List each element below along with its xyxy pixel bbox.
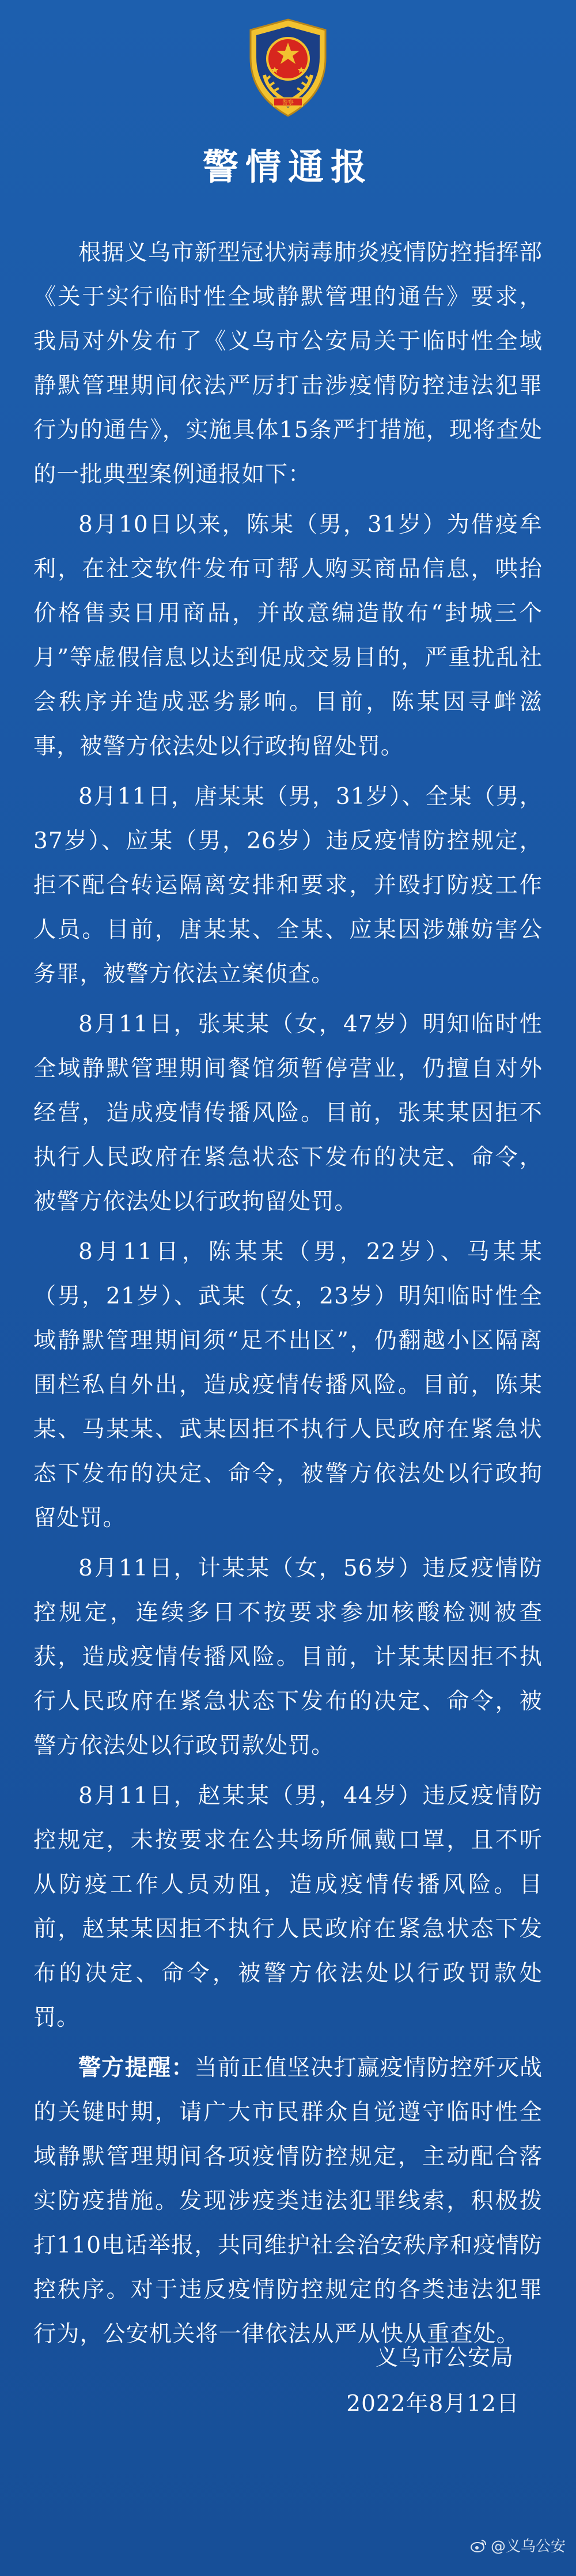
signature-date: 2022年8月12日 [346, 2391, 520, 2417]
paragraph-case-5: 8月11日，计某某（女，56岁）违反疫情防控规定，连续多日不按要求参加核酸检测被查获，造成疫情传播风险。目前，计某某因拒不执行人民政府在紧急状态下发布的决定、命令，被警方依法处以行政罚款处罚。 [33, 1555, 543, 1759]
paragraph-alert [33, 2046, 543, 2356]
paragraph-case-1: 8月10日以来，陈某（男，31岁）为借疫牟利，在社交软件发布可帮人购买商品信息，哄抬价格售卖日用商品，并故意编造散布“封城三个月”等虚假信息以达到促成交易目的，严重扰乱社会秩序并造成恶劣影响。目前，陈某因寻衅滋事，被警方依法处以行政拘留处罚。 [33, 512, 543, 760]
paragraph-case-2: 8月11日，唐某某（男，31岁）、全某（男，37岁）、应某（男，26岁）违反疫情防控规定，拒不配合转运隔离安排和要求，并殴打防疫工作人员。目前，唐某某、全某、应某因涉嫌妨害公务罪，被警方依法立案侦查。 [33, 784, 543, 987]
paragraph-intro: 根据义乌市新型冠状病毒肺炎疫情防控指挥部《关于实行临时性全域静默管理的通告》要求，我局对外发布了《义乌市公安局关于临时性全域静默管理期间依法严厉打击涉疫情防控违法犯罪行为的通告》，实施具体15条严打措施，现将查处的一批典型案例通报如下： [33, 240, 543, 488]
emblem-ribbon-text: 警察 [282, 100, 294, 106]
alert-label: 警方提醒： [78, 2054, 195, 2081]
paragraph-case-6: 8月11日，赵某某（男，44岁）违反疫情防控规定，未按要求在公共场所佩戴口罩，且不听从防疫工作人员劝阻，造成疫情传播风险。目前，赵某某因拒不执行人民政府在紧急状态下发布的决定、命令，被警方依法处以行政罚款处罚。 [33, 1783, 543, 2031]
notice-body [33, 231, 543, 2362]
alert-text: 当前正值坚决打赢疫情防控歼灭战的关键时期，请广大市民群众自觉遵守临时性全域静默管理期间各项疫情防控规定，主动配合落实防疫措施。发现涉疫类违法犯罪线索，积极拨打110电话举报，共同维护社会治安秩序和疫情防控秩序。对于违反疫情防控规定的各类违法犯罪行为，公安机关将一律依法从严从快从重查处。 [33, 2055, 543, 2347]
signature-org: 义乌市公安局 [375, 2345, 514, 2371]
police-emblem-icon [245, 17, 331, 118]
paragraph-case-4: 8月11日，陈某某（男，22岁）、马某某（男，21岁）、武某（女，23岁）明知临时性全域静默管理期间须“足不出区”，仍翻越小区隔离围栏私自外出，造成疫情传播风险。目前，陈某某、马某某、武某因拒不执行人民政府在紧急状态下发布的决定、命令，被警方依法处以行政拘留处罚。 [33, 1239, 543, 1531]
weibo-icon [470, 2538, 487, 2553]
watermark-text: @义乌公安 [490, 2538, 566, 2555]
paragraph-case-3: 8月11日，张某某（女，47岁）明知临时性全域静默管理期间餐馆须暂停营业，仍擅自对外经营，造成疫情传播风险。目前，张某某因拒不执行人民政府在紧急状态下发布的决定、命令，被警方依法处以行政拘留处罚。 [33, 1011, 543, 1215]
signature-block [346, 2335, 520, 2427]
weibo-watermark [470, 2535, 566, 2556]
page-title: 警情通报 [202, 146, 373, 188]
